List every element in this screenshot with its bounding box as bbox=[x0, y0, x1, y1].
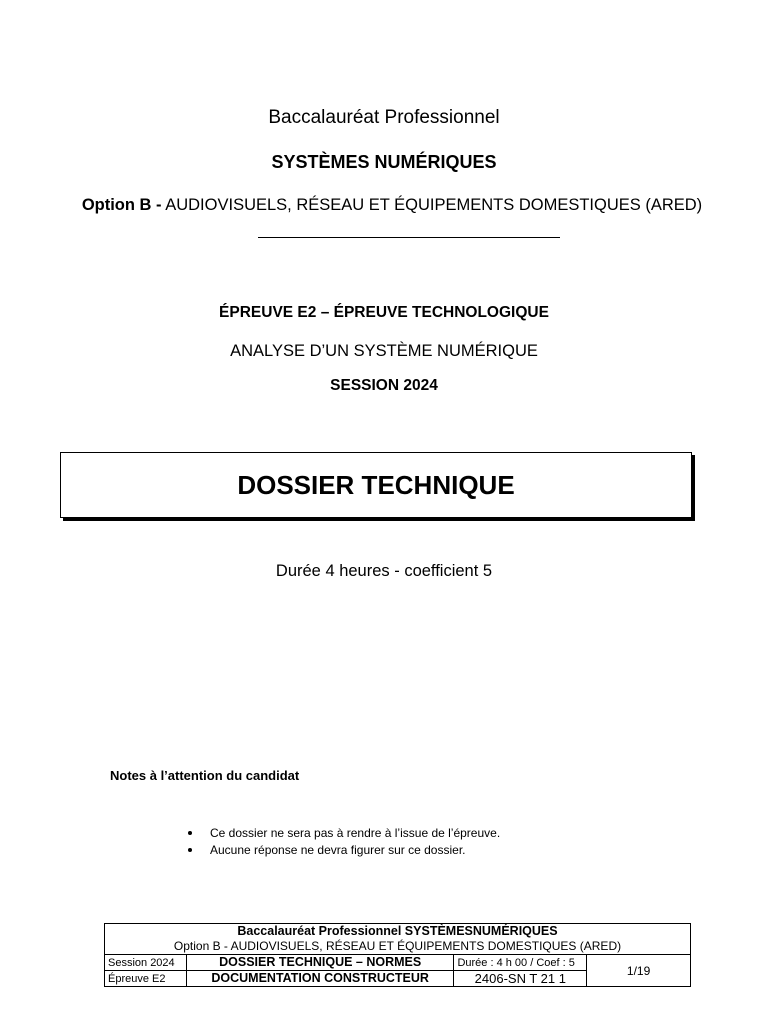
note-text: Ce dossier ne sera pas à rendre à l’issue de l’épreuve. bbox=[210, 826, 501, 840]
footer-line2: Option B - AUDIOVISUELS, RÉSEAU ET ÉQUIPEMENTS DOMESTIQUES (ARED) bbox=[173, 939, 622, 953]
exam-title: Baccalauréat Professionnel bbox=[268, 107, 500, 128]
footer-header-cell bbox=[105, 924, 691, 955]
footer-session: Session 2024 bbox=[105, 955, 187, 971]
epreuve-title: ÉPREUVE E2 – ÉPREUVE TECHNOLOGIQUE bbox=[219, 304, 549, 321]
session-label: SESSION 2024 bbox=[330, 377, 438, 394]
list-item bbox=[186, 842, 500, 859]
field-title: SYSTÈMES NUMÉRIQUES bbox=[271, 152, 497, 172]
notes-list bbox=[186, 825, 500, 858]
footer-table bbox=[104, 923, 691, 987]
separator-rule bbox=[258, 237, 560, 238]
footer-epreuve: Épreuve E2 bbox=[105, 971, 187, 987]
list-item bbox=[186, 825, 500, 842]
footer-doc-line1: DOSSIER TECHNIQUE – NORMES bbox=[186, 955, 454, 971]
epreuve-subtitle: ANALYSE D’UN SYSTÈME NUMÉRIQUE bbox=[230, 342, 538, 360]
option-line bbox=[8, 196, 768, 215]
dossier-title-box bbox=[60, 452, 692, 518]
bullet-icon bbox=[188, 848, 192, 852]
notes-heading: Notes à l’attention du candidat bbox=[110, 768, 300, 783]
option-prefix: Option B - bbox=[81, 196, 162, 214]
dossier-title: DOSSIER TECHNIQUE bbox=[237, 469, 515, 500]
option-text: AUDIOVISUELS, RÉSEAU ET ÉQUIPEMENTS DOMESTIQUES (ARED) bbox=[161, 196, 703, 214]
footer-page-number: 1/19 bbox=[587, 955, 691, 987]
footer-line1: Baccalauréat Professionnel SYSTÈMESNUMÉRIQUES bbox=[237, 924, 558, 938]
duration-text: Durée 4 heures - coefficient 5 bbox=[275, 562, 493, 580]
footer-doc-line2: DOCUMENTATION CONSTRUCTEUR bbox=[186, 971, 454, 987]
bullet-icon bbox=[188, 831, 192, 835]
note-text: Aucune réponse ne devra figurer sur ce dossier. bbox=[210, 842, 466, 857]
footer-duration-coef: Durée : 4 h 00 / Coef : 5 bbox=[454, 955, 587, 971]
footer-code: 2406-SN T 21 1 bbox=[454, 971, 587, 987]
